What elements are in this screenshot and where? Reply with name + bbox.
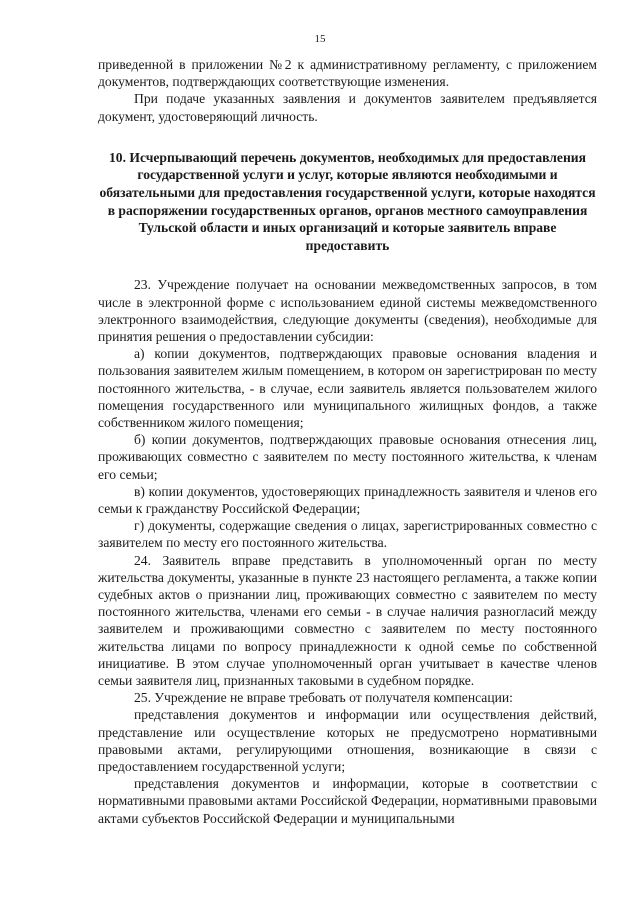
paragraph-23-v: в) копии документов, удостоверяющих принадлежность заявителя и членов его семьи к гражданству Российской Федерации;: [98, 483, 597, 517]
paragraph-25: 25. Учреждение не вправе требовать от получателя компенсации:: [134, 690, 513, 706]
page-number: 15: [314, 33, 326, 45]
page-content: [98, 56, 597, 827]
paragraph-identity-document: При подаче указанных заявления и документов заявителем предъявляется документ, удостоверяющий личность.: [98, 91, 597, 124]
paragraph-23: 23. Учреждение получает на основании межведомственных запросов, в том числе в электронной форме с использованием единой системы межведомственного электронного взаимодействия, следующие документы (сведения), необходимые для принятия решения о предоставлении субсидии:: [98, 277, 597, 344]
paragraph-24: 24. Заявитель вправе представить в уполномоченный орган по месту жительства документы, указанные в пункте 23 настоящего регламента, а также копии судебных актов о признании лиц, проживающих совместно с заявителем по месту постоянного жительства, членами его семьи - в случае наличия разногласий между заявителем и проживающими совместно с заявителем по месту постоянного жительства лицами по вопросу принадлежности к одной семье по собственной инициативе. В этом случае уполномоченный орган учитывает в качестве членов семьи заявителя лиц, признанных таковыми в судебном порядке.: [98, 552, 597, 689]
paragraph-25-item-1: представления документов и информации или осуществления действий, представление или осуществление которых не предусмотрено нормативными правовыми актами, регулирующими отношения, возникающие в связи с предоставлением государственной услуги;: [98, 707, 597, 775]
paragraph-continued: приведенной в приложении №2 к административному регламенту, с приложением документов, подтверждающих соответствующие изменения.: [98, 57, 597, 90]
paragraph-23-a: а) копии документов, подтверждающих правовые основания владения и пользования заявителем жилым помещением, в котором он зарегистрирован по месту постоянного жительства, - в случае, если заявитель является пользователем жилого помещения государственного или муниципального жилищных фондов, а также собственником жилого помещения;: [98, 346, 597, 430]
paragraph-25-item-2: представления документов и информации, которые в соответствии с нормативными правовыми актами Российской Федерации, нормативными правовыми актами субъектов Российской Федерации и муниципальными: [98, 776, 597, 826]
section-heading: 10. Исчерпывающий перечень документов, необходимых для предоставления государственной услуги и услуг, которые являются необходимыми и обязательными для предоставления государственной услуги, которые находятся в распоряжении государственных органов, органов местного самоуправления Тульской области и иных организаций и которые заявитель вправе предоставить: [99, 149, 596, 253]
paragraph-23-g: г) документы, содержащие сведения о лицах, зарегистрированных совместно с заявителем по месту его постоянного жительства.: [98, 518, 597, 551]
paragraph-23-b: б) копии документов, подтверждающих правовые основания отнесения лиц, проживающих совместно с заявителем по месту постоянного жительства, к членам его семьи;: [98, 432, 597, 482]
